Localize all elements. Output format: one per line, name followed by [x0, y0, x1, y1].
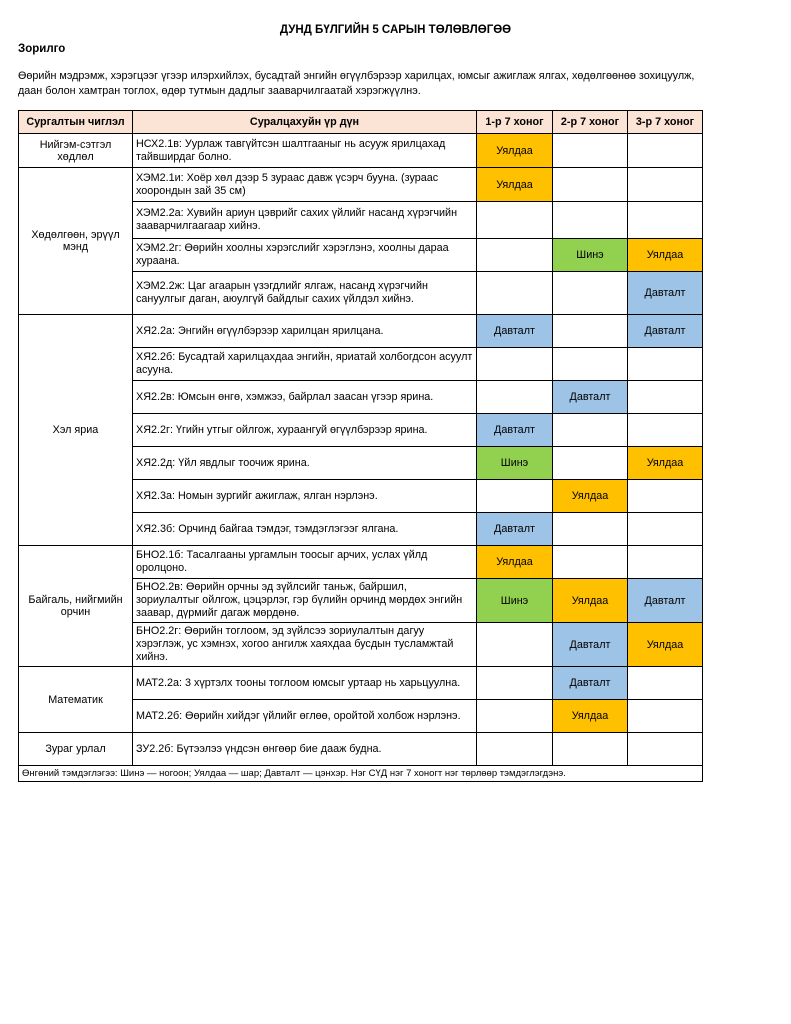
week-2-cell	[553, 202, 628, 239]
week-3-cell	[628, 546, 703, 579]
week-2-cell	[553, 134, 628, 168]
week-1-cell	[477, 381, 553, 414]
learning-area-cell: Зураг урлал	[19, 733, 133, 766]
goal-text	[18, 69, 701, 99]
week-2-cell: Уялдаа	[553, 700, 628, 733]
table-row	[19, 667, 703, 700]
week-2-cell	[553, 315, 628, 348]
week-3-cell	[628, 348, 703, 381]
week-2-cell	[553, 348, 628, 381]
week-2-cell	[553, 272, 628, 315]
week-2-cell	[553, 168, 628, 202]
outcome-cell: ХЯ2.2д: Үйл явдлыг тоочиж ярина.	[133, 447, 477, 480]
week-2-cell	[553, 546, 628, 579]
outcome-cell: ХЯ2.3б: Орчинд байгаа тэмдэг, тэмдэглэгээг ялгана.	[133, 513, 477, 546]
week-1-cell	[477, 733, 553, 766]
header-area: Сургалтын чиглэл	[19, 111, 133, 134]
week-3-cell	[628, 480, 703, 513]
header-week-1: 1-р 7 хоног	[477, 111, 553, 134]
week-3-cell	[628, 202, 703, 239]
outcome-cell: ХЯ2.2б: Бусадтай харилцахдаа энгийн, яриатай холбогдсон асуулт асууна.	[133, 348, 477, 381]
week-3-cell: Уялдаа	[628, 239, 703, 272]
outcome-cell: ХЯ2.2а: Энгийн өгүүлбэрээр харилцан ярилцана.	[133, 315, 477, 348]
week-3-cell: Давталт	[628, 272, 703, 315]
week-2-cell	[553, 513, 628, 546]
outcome-cell: БНО2.1б: Тасалгааны ургамлын тоосыг арчих, услах үйлд оролцоно.	[133, 546, 477, 579]
week-2-cell: Давталт	[553, 381, 628, 414]
goal-heading: Зорилго	[18, 43, 66, 55]
week-3-cell	[628, 733, 703, 766]
week-1-cell	[477, 239, 553, 272]
outcome-cell: НСХ2.1в: Уурлаж тавгүйтсэн шалтгааныг нь асууж ярилцахад тайвширдаг болно.	[133, 134, 477, 168]
week-3-cell	[628, 667, 703, 700]
week-1-cell: Давталт	[477, 414, 553, 447]
table-row	[19, 733, 703, 766]
week-3-cell	[628, 700, 703, 733]
outcome-cell: ХЯ2.2в: Юмсын өнгө, хэмжээ, байрлал заасан үгээр ярина.	[133, 381, 477, 414]
week-1-cell	[477, 348, 553, 381]
outcome-cell: БНО2.2в: Өөрийн орчны эд зүйлсийг таньж, байршил, зориулалтыг ойлгож, цэцэрлэг, гэр бүлийн орчинд мөрдөх энгийн заавар, дүрмийг дагаж мөрдөнө.	[133, 579, 477, 623]
outcome-cell: МАТ2.2а: 3 хүртэлх тооны тоглоом юмсыг уртаар нь харьцуулна.	[133, 667, 477, 700]
header-week-3: 3-р 7 хоног	[628, 111, 703, 134]
week-1-cell: Давталт	[477, 513, 553, 546]
outcome-cell: ХЭМ2.2ж: Цаг агаарын үзэгдлийг ялгаж, насанд хүрэгчийн сануулгыг даган, аюулгүй байдлыг сахих үйлдэл хийнэ.	[133, 272, 477, 315]
week-3-cell: Уялдаа	[628, 623, 703, 667]
week-1-cell	[477, 202, 553, 239]
week-1-cell: Давталт	[477, 315, 553, 348]
week-3-cell: Давталт	[628, 579, 703, 623]
week-3-cell	[628, 168, 703, 202]
page-title: ДУНД БҮЛГИЙН 5 САРЫН ТӨЛӨВЛӨГӨӨ	[279, 24, 512, 36]
week-2-cell: Уялдаа	[553, 480, 628, 513]
week-1-cell	[477, 700, 553, 733]
week-1-cell	[477, 480, 553, 513]
week-1-cell: Уялдаа	[477, 134, 553, 168]
header-outcome: Суралцахуйн үр дүн	[133, 111, 477, 134]
week-3-cell: Уялдаа	[628, 447, 703, 480]
outcome-cell: ХЯ2.3а: Номын зургийг ажиглаж, ялган нэрлэнэ.	[133, 480, 477, 513]
week-1-cell: Шинэ	[477, 579, 553, 623]
week-3-cell	[628, 134, 703, 168]
learning-area-cell: Хөдөлгөөн, эрүүл мэнд	[19, 168, 133, 315]
table-row	[19, 315, 703, 348]
week-1-cell	[477, 623, 553, 667]
week-1-cell: Уялдаа	[477, 168, 553, 202]
outcome-cell: ХЭМ2.2а: Хувийн ариун цэврийг сахих үйлийг насанд хүрэгчийн зааварчилгаагаар хийнэ.	[133, 202, 477, 239]
header-row	[19, 111, 703, 134]
week-1-cell	[477, 667, 553, 700]
week-1-cell: Шинэ	[477, 447, 553, 480]
table-row	[19, 168, 703, 202]
learning-area-cell: Байгаль, нийгмийн орчин	[19, 546, 133, 667]
week-2-cell: Шинэ	[553, 239, 628, 272]
outcome-cell: ХЭМ2.2г: Өөрийн хоолны хэрэгслийг хэрэглэнэ, хоолны дараа хураана.	[133, 239, 477, 272]
week-2-cell	[553, 733, 628, 766]
header-week-2: 2-р 7 хоног	[553, 111, 628, 134]
week-3-cell: Давталт	[628, 315, 703, 348]
table-row	[19, 134, 703, 168]
table-row	[19, 546, 703, 579]
outcome-cell: ХЯ2.2г: Үгийн утгыг ойлгож, хураангуй өгүүлбэрээр ярина.	[133, 414, 477, 447]
week-2-cell	[553, 414, 628, 447]
outcome-cell: БНО2.2г: Өөрийн тоглоом, эд зүйлсээ зориулалтын дагуу хэрэглэж, ус хэмнэх, хогоо ангилж хаяхдаа бусдын тусламжтай хийнэ.	[133, 623, 477, 667]
week-2-cell: Уялдаа	[553, 579, 628, 623]
learning-area-cell: Нийгэм-сэтгэл хөдлөл	[19, 134, 133, 168]
week-1-cell	[477, 272, 553, 315]
outcome-cell: ЗУ2.2б: Бүтээлээ үндсэн өнгөөр бие дааж будна.	[133, 733, 477, 766]
week-3-cell	[628, 414, 703, 447]
outcome-cell: МАТ2.2б: Өөрийн хийдэг үйлийг өглөө, оройтой холбож нэрлэнэ.	[133, 700, 477, 733]
legend-row	[19, 766, 703, 782]
week-2-cell	[553, 447, 628, 480]
week-1-cell: Уялдаа	[477, 546, 553, 579]
goal-line-1: Өөрийн мэдрэмж, хэрэгцээг үгээр илэрхийлэх, бусадтай энгийн өгүүлбэрээр харилцах, юмсыг ажиглаж ялгах, хөдөлгөөнөө зохицуулж,	[18, 70, 695, 82]
plan-body	[19, 134, 703, 766]
legend-text: Өнгөний тэмдэглэгээ: Шинэ — ногоон; Уялдаа — шар; Давталт — цэнхэр. Нэг СҮД нэг 7 хоногт нэг төрлөөр тэмдэглэгдэнэ.	[19, 766, 703, 782]
goal-line-2: даан болон хамтран тоглох, өдөр тутмын дадлыг зааварчилгаатай хэрэгжүүлнэ.	[18, 85, 421, 97]
week-2-cell: Давталт	[553, 623, 628, 667]
plan-table	[18, 110, 703, 782]
week-3-cell	[628, 513, 703, 546]
week-3-cell	[628, 381, 703, 414]
outcome-cell: ХЭМ2.1и: Хоёр хөл дээр 5 зураас давж үсэрч бууна. (зураас хоорондын зай 35 см)	[133, 168, 477, 202]
week-2-cell: Давталт	[553, 667, 628, 700]
learning-area-cell: Математик	[19, 667, 133, 733]
learning-area-cell: Хэл яриа	[19, 315, 133, 546]
